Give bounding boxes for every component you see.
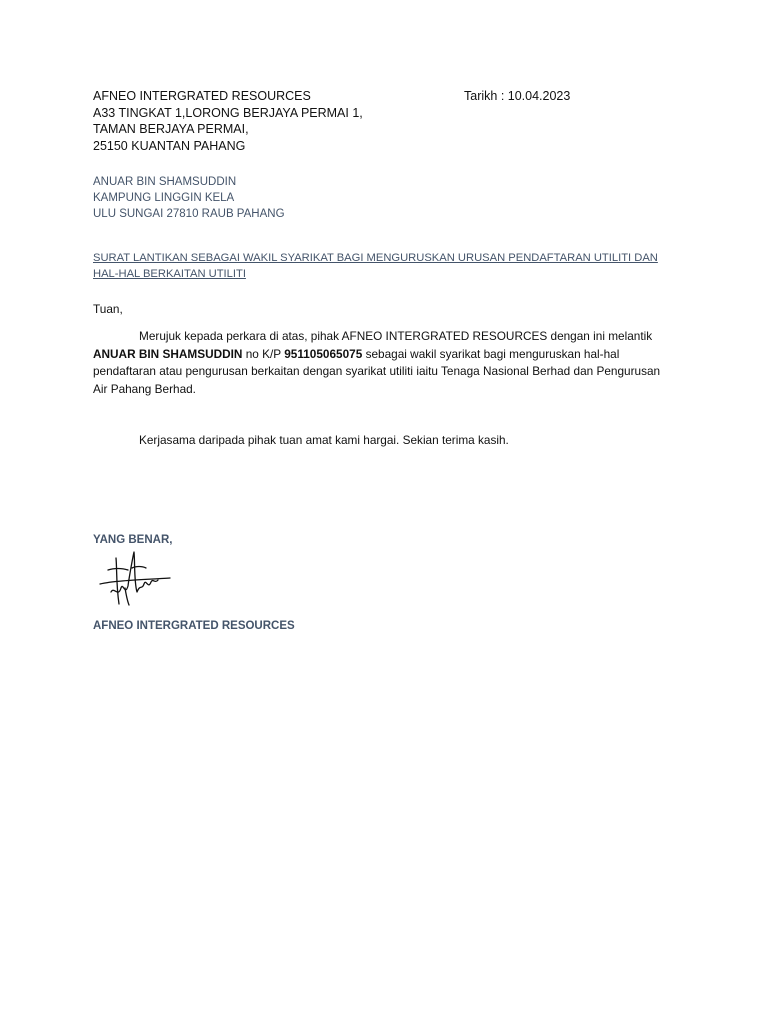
body-paragraph <box>93 328 663 398</box>
body-text: sebagai wakil syarikat bagi menguruskan hal-hal pendaftaran atau pengurusan berkaitan dengan syarikat utiliti iaitu Tenaga Nasional Berhad dan Pengurusan Air Pahang Berhad. <box>93 346 661 396</box>
appointee-name: ANUAR BIN SHAMSUDDIN <box>93 346 243 361</box>
sender-company: AFNEO INTERGRATED RESOURCES <box>93 89 311 103</box>
letter-date: Tarikh : 10.04.2023 <box>464 89 571 103</box>
signature-image <box>94 548 174 610</box>
sender-address-line: 25150 KUANTAN PAHANG <box>93 138 246 153</box>
recipient-address <box>93 175 285 222</box>
letter-subject: SURAT LANTIKAN SEBAGAI WAKIL SYARIKAT BAGI MENGURUSKAN URUSAN PENDAFTARAN UTILITI DAN HAL-HAL BERKAITAN UTILITI <box>93 252 658 280</box>
sender-address-line: A33 TINGKAT 1,LORONG BERJAYA PERMAI 1, <box>93 105 363 120</box>
appointee-ic-number: 951105065075 <box>284 346 363 361</box>
signatory-company: AFNEO INTERGRATED RESOURCES <box>93 620 295 632</box>
closing-paragraph: Kerjasama daripada pihak tuan amat kami hargai. Sekian terima kasih. <box>139 433 509 447</box>
sender-address <box>93 88 363 154</box>
recipient-address-line: KAMPUNG LINGGIN KELA <box>93 191 235 204</box>
sign-off: YANG BENAR, <box>93 534 173 546</box>
sender-address-line: TAMAN BERJAYA PERMAI, <box>93 122 249 136</box>
recipient-address-line: ULU SUNGAI 27810 RAUB PAHANG <box>93 207 285 220</box>
salutation: Tuan, <box>93 302 123 316</box>
recipient-name: ANUAR BIN SHAMSUDDIN <box>93 176 237 188</box>
body-text: Merujuk kepada perkara di atas, pihak AFNEO INTERGRATED RESOURCES dengan ini melantik <box>139 329 653 343</box>
body-text: no K/P <box>242 346 285 361</box>
